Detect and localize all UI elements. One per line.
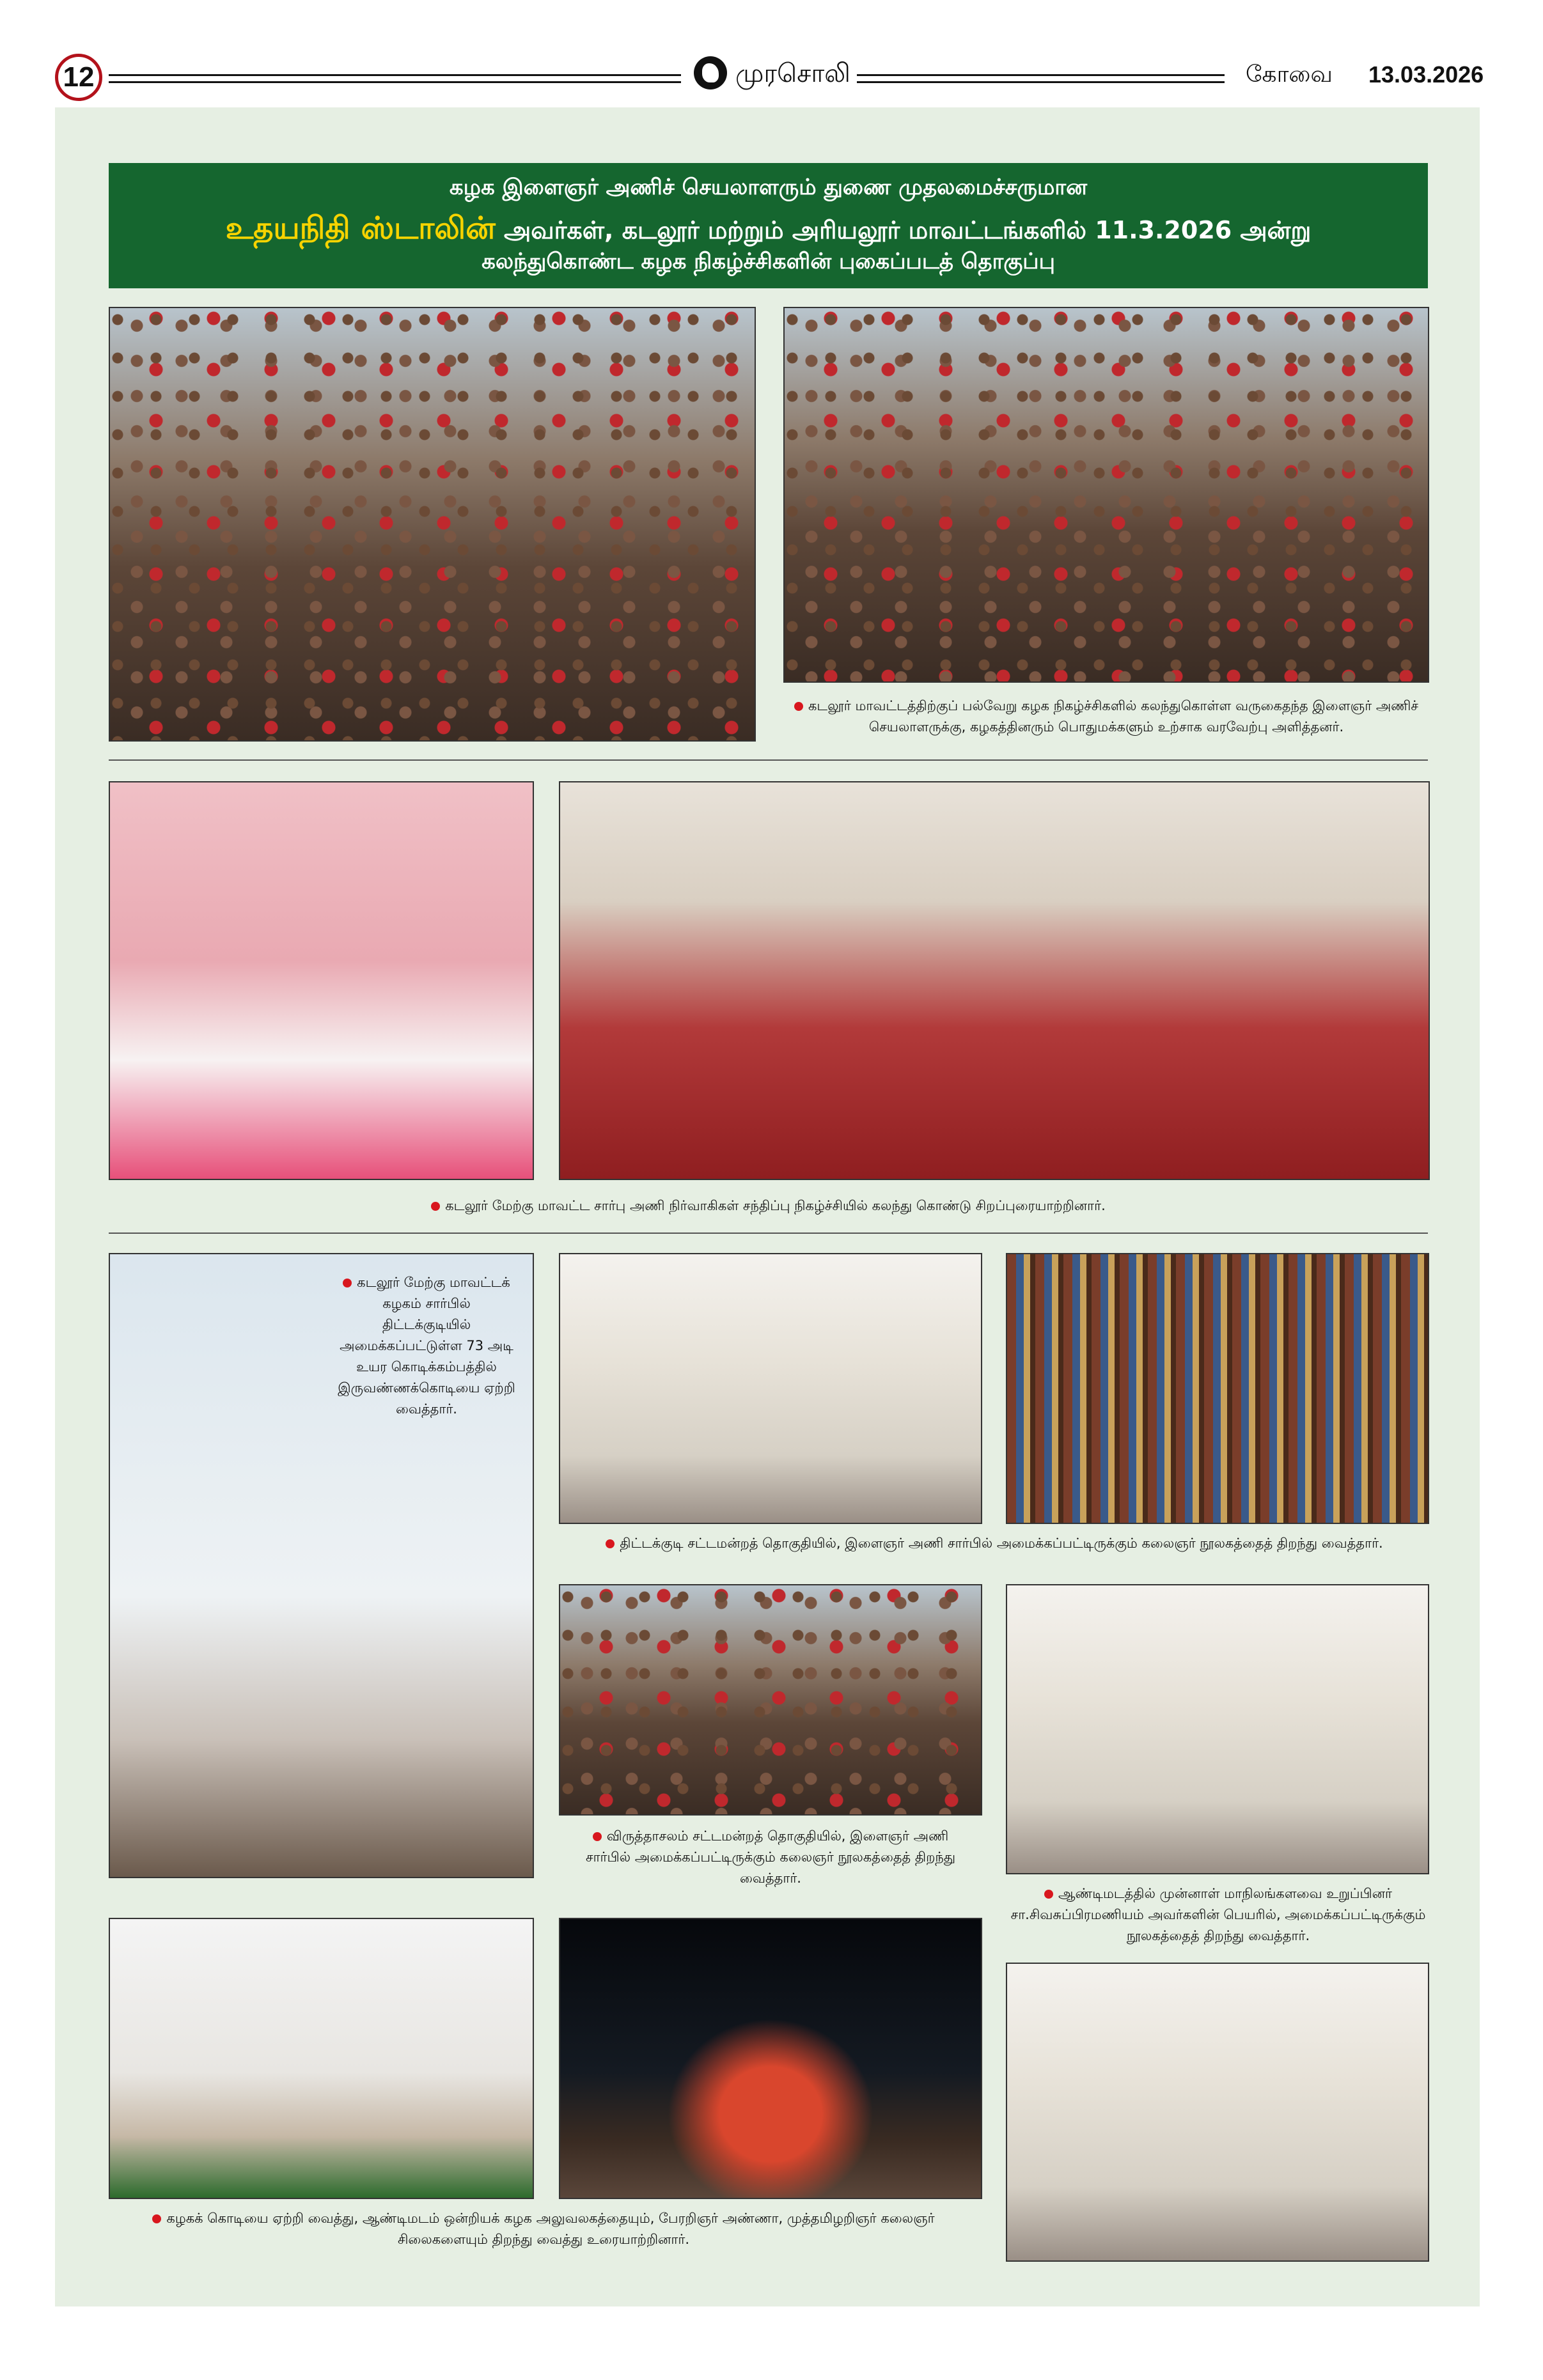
headline-line-2-rest: அவர்கள், கடலூர் மற்றும் அரியலூர் மாவட்டங்களில் 11.3.2026 அன்று [495,216,1312,244]
photo-speech-closeup [109,781,534,1180]
headline-line-2 [109,210,1428,250]
photo-roadshow-balloons [783,307,1429,683]
issue-date: 13.03.2026 [1368,61,1484,88]
page-number: 12 [55,54,102,101]
masthead-rule-left [109,74,681,83]
photo-night-event [559,1918,982,2199]
masthead-rule-right [857,74,1225,83]
caption-flag [336,1272,517,1420]
headline-banner [109,163,1428,288]
bullet-icon [1044,1890,1053,1899]
caption-tittakudi [559,1533,1430,1554]
bullet-icon [152,2214,161,2223]
caption-tittakudi-text: திட்டக்குடி சட்டமன்றத் தொகுதியில், இளைஞர் அணி சார்பில் அமைக்கப்பட்டிருக்கும் கலைஞர் நூலகத்தைத் திறந்து வைத்தார். [620,1536,1383,1551]
caption-virudhachalam [576,1826,966,1889]
photo-library-group [1006,1963,1429,2262]
photo-statues-unveiling [109,1918,534,2199]
section-divider [109,759,1428,761]
bullet-icon [343,1279,352,1287]
caption-statues [128,2208,959,2250]
photo-roadshow-crowd [109,307,756,742]
bullet-icon [431,1202,440,1211]
photo-library-ribbon-virudhachalam [559,1584,982,1816]
caption-statues-text: கழகக் கொடியை ஏற்றி வைத்து, ஆண்டிமடம் ஒன்றியக் கழக அலுவலகத்தையும், பேரறிஞர் அண்ணா, முத்தமிழறிஞர் கலைஞர் சிலைகளையும் திறந்து வைத்து உரையாற்றினார். [166,2211,935,2247]
caption-virudhachalam-text: விருத்தாசலம் சட்டமன்றத் தொகுதியில், இளைஞர் அணி சார்பில் அமைக்கப்பட்டிருக்கும் கலைஞர் நூலகத்தைத் திறந்து வைத்தார். [585,1828,956,1886]
caption-andimadam [998,1883,1439,1947]
bullet-icon [606,1539,615,1548]
elephant-logo-icon [694,56,727,89]
caption-welcome [777,696,1436,738]
edition-city: கோவை [1246,61,1333,88]
photo-library-ribbon-tittakudi [559,1253,982,1524]
photo-library-ribbon-andimadam [1006,1584,1429,1874]
photo-library-shelves [1006,1253,1429,1524]
bullet-icon [794,702,803,711]
headline-line-1: கழக இளைஞர் அணிச் செயலாளரும் துணை முதலமைச்சருமான [449,175,1088,200]
caption-welcome-text: கடலூர் மாவட்டத்திற்குப் பல்வேறு கழக நிகழ்ச்சிகளில் கலந்துகொள்ள வருகைதந்த இளைஞர் அணிச் செயலாளருக்கு, கழகத்தினரும் பொதுமக்களும் உற்சாக வரவேற்பு அளித்தனர். [808,698,1419,735]
caption-andimadam-text: ஆண்டிமடத்தில் முன்னாள் மாநிலங்களவை உறுப்பினர் சா.சிவசுப்பிரமணியம் அவர்களின் பெயரில், அமைக்கப்பட்டிருக்கும் நூலகத்தைத் திறந்து வைத்தார். [1010,1886,1426,1943]
caption-meeting [109,1195,1428,1217]
section-divider [109,1233,1428,1234]
caption-flag-text: கடலூர் மேற்கு மாவட்டக் கழகம் சார்பில் திட்டக்குடியில் அமைக்கப்பட்டுள்ள 73 அடி உயர கொடிக்கம்பத்தில் இருவண்ணக்கொடியை ஏற்றி வைத்தார். [338,1275,515,1417]
bullet-icon [593,1832,602,1841]
headline-line-3: கலந்துகொண்ட கழக நிகழ்ச்சிகளின் புகைப்படத் தொகுப்பு [482,249,1055,274]
photo-hall-meeting [559,781,1430,1180]
headline-name-highlight: உதயநிதி ஸ்டாலின் [225,210,496,246]
caption-meeting-text: கடலூர் மேற்கு மாவட்ட சார்பு அணி நிர்வாகிகள் சந்திப்பு நிகழ்ச்சியில் கலந்து கொண்டு சிறப்புரையாற்றினார். [445,1198,1106,1213]
newspaper-name: முரசொலி [735,59,850,88]
